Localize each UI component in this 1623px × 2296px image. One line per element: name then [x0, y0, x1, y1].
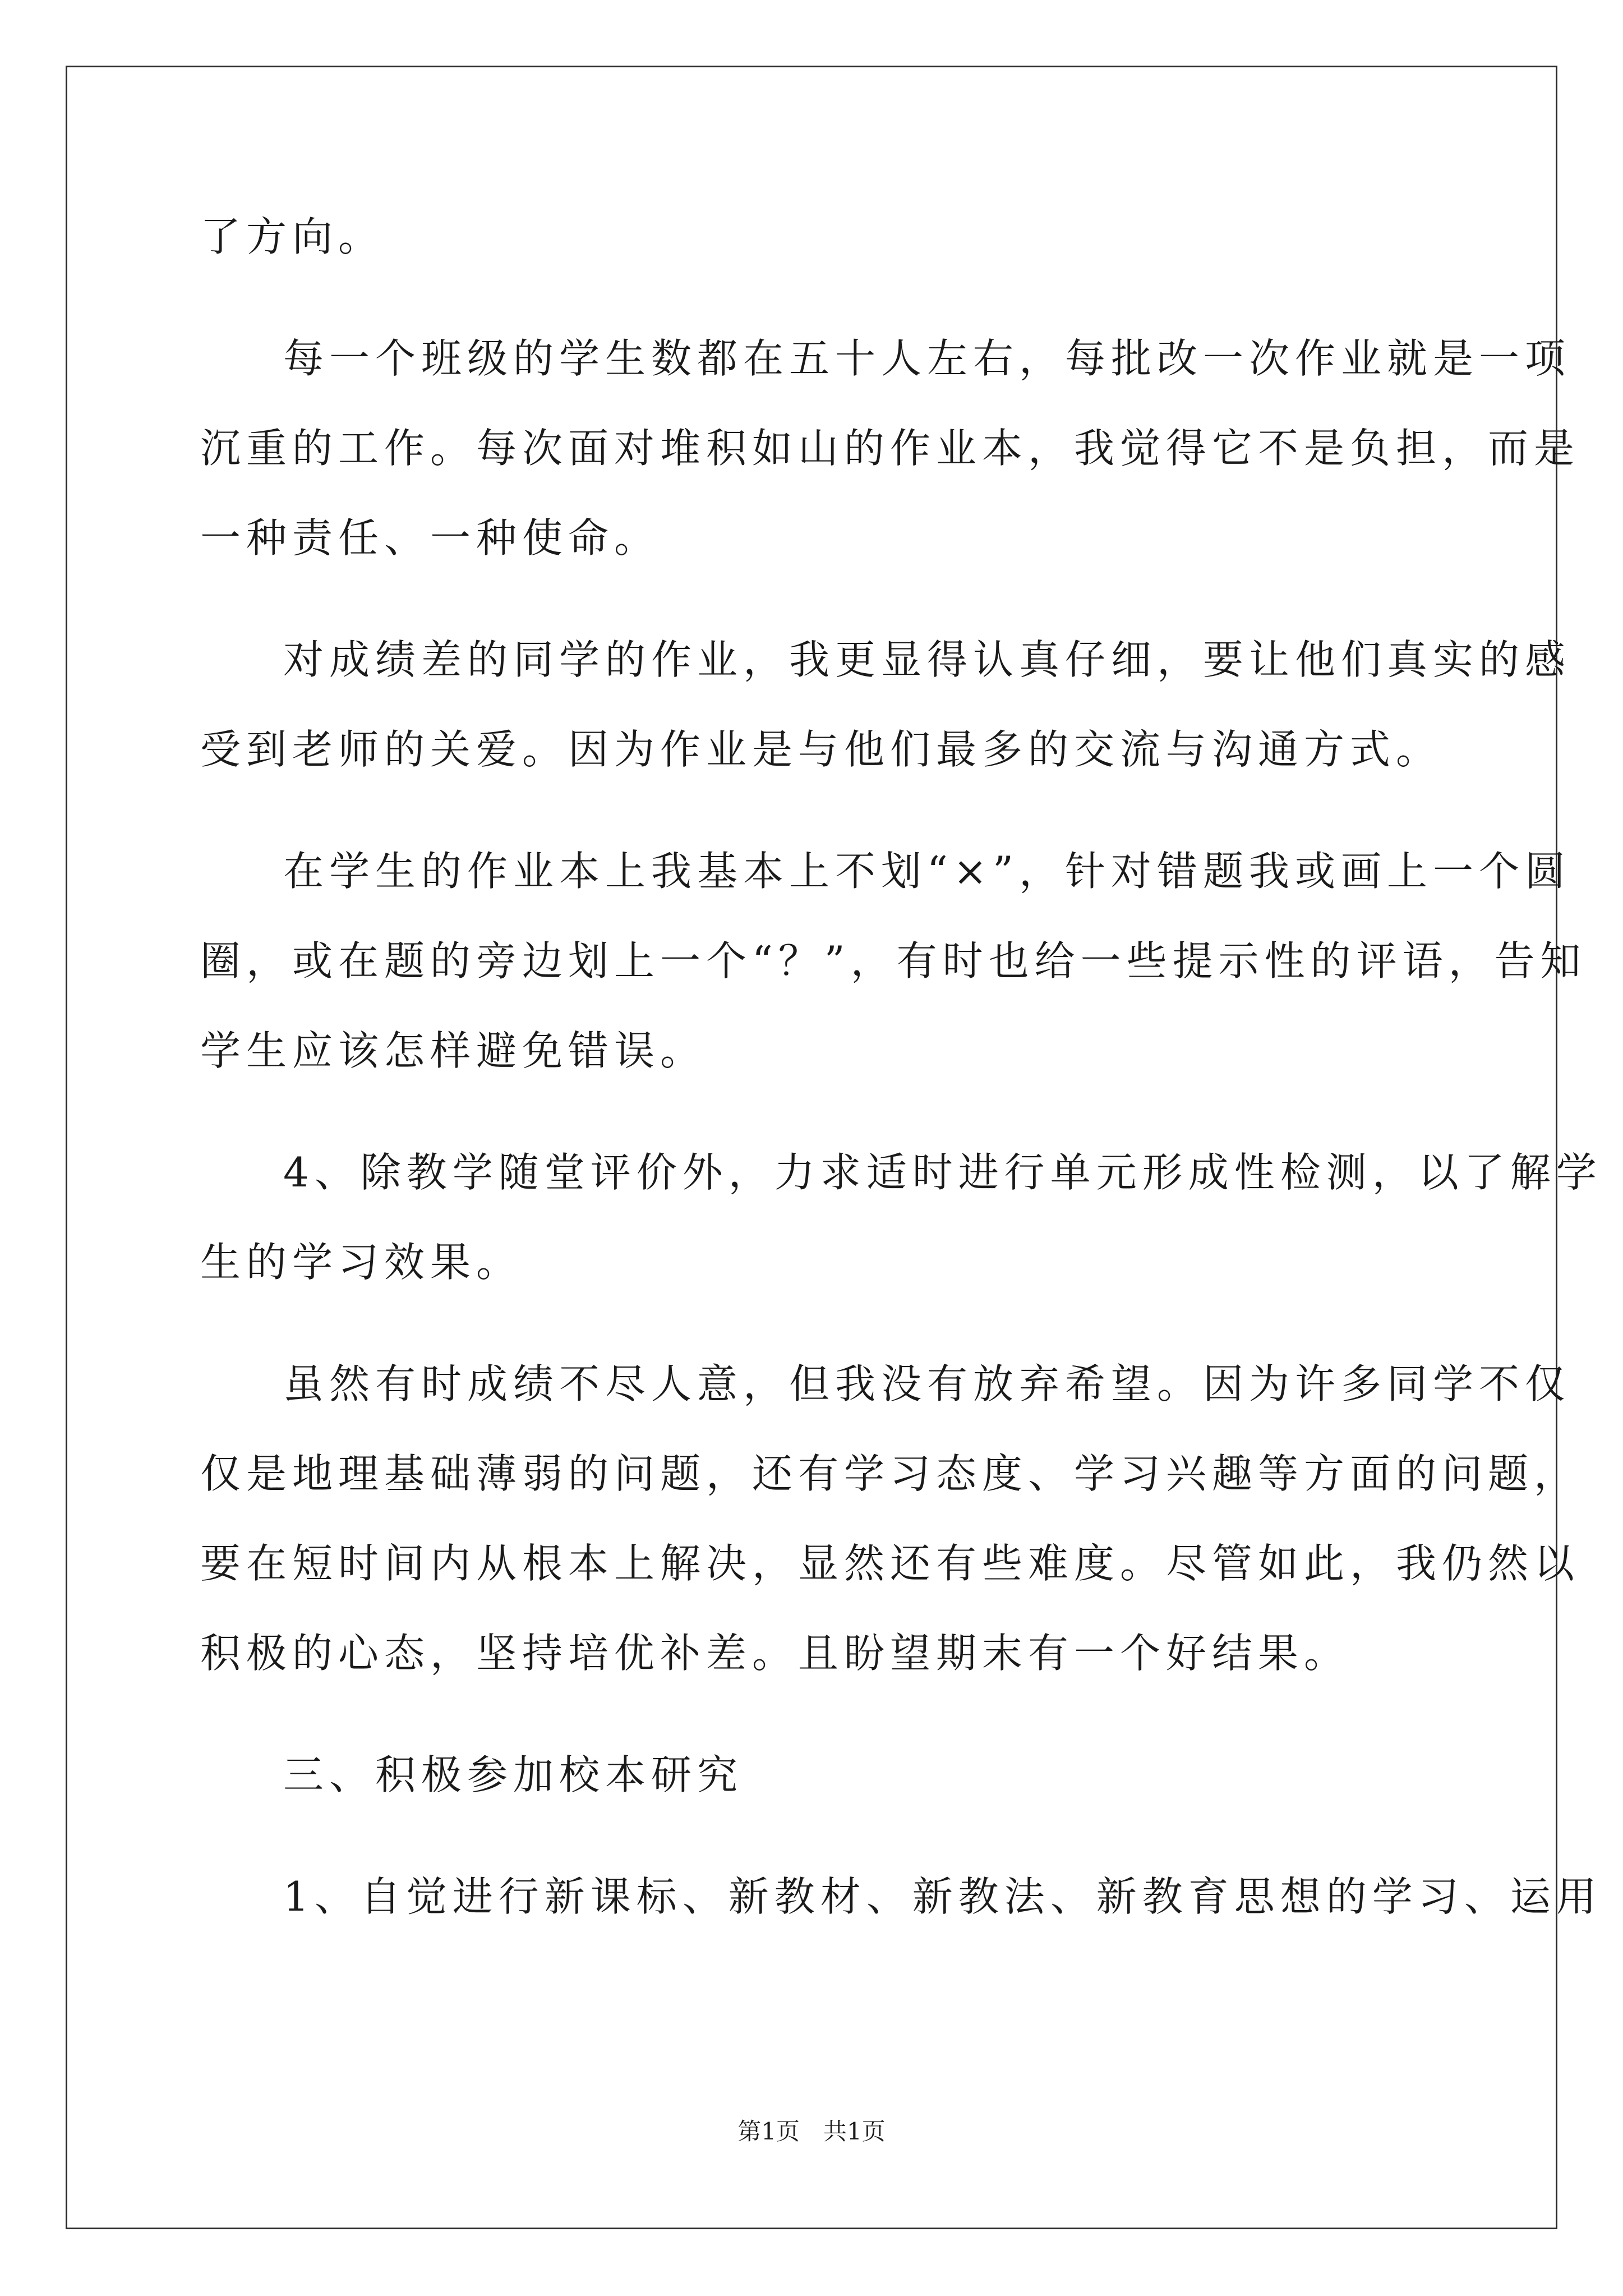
- paragraph: [200, 314, 1580, 583]
- document-body: [200, 192, 1602, 1941]
- text-line: 仅是地理基础薄弱的问题，还有学习态度、学习兴趣等方面的问题，: [200, 1450, 1580, 1497]
- text-line: 1、自觉进行新课标、新教材、新教法、新教育思想的学习、运用: [283, 1873, 1602, 1920]
- text-line: 对成绩差的同学的作业，我更显得认真仔细，要让他们真实的感: [283, 636, 1571, 683]
- text-line: 生的学习效果。: [200, 1239, 523, 1286]
- text-line: 受到老师的关爱。因为作业是与他们最多的交流与沟通方式。: [200, 726, 1442, 773]
- paragraph: [200, 192, 1424, 282]
- text-line: 4、除教学随堂评价外，力求适时进行单元形成性检测，以了解学: [283, 1149, 1602, 1196]
- text-line: 要在短时间内从根本上解决，显然还有些难度。尽管如此，我仍然以: [200, 1540, 1580, 1587]
- paragraph: [200, 615, 1571, 794]
- paragraph: [200, 1128, 1602, 1307]
- text-line: 学生应该怎样避免错误。: [200, 1027, 707, 1074]
- paragraph: [200, 826, 1587, 1096]
- text-line: 圈，或在题的旁边划上一个“？”，有时也给一些提示性的评语，告知: [200, 937, 1587, 984]
- paragraph: [200, 1852, 1602, 1941]
- text-line: 沉重的工作。每次面对堆积如山的作业本，我觉得它不是负担，而是: [200, 425, 1580, 472]
- text-line: 虽然有时成绩不尽人意，但我没有放弃希望。因为许多同学不仅: [283, 1360, 1571, 1407]
- text-line: 积极的心态，坚持培优补差。且盼望期末有一个好结果。: [200, 1630, 1350, 1677]
- text-line: 一种责任、一种使命。: [200, 514, 661, 562]
- section-heading: [200, 1730, 1424, 1820]
- text-line: 了方向。: [200, 213, 385, 260]
- paragraph: [200, 1339, 1580, 1698]
- page-footer: 第1页 共1页: [737, 2118, 886, 2145]
- text-line: 在学生的作业本上我基本上不划“×”，针对错题我或画上一个圆: [283, 848, 1571, 895]
- text-line: 每一个班级的学生数都在五十人左右，每批改一次作业就是一项: [283, 335, 1571, 382]
- text-line: 三、积极参加校本研究: [283, 1751, 744, 1798]
